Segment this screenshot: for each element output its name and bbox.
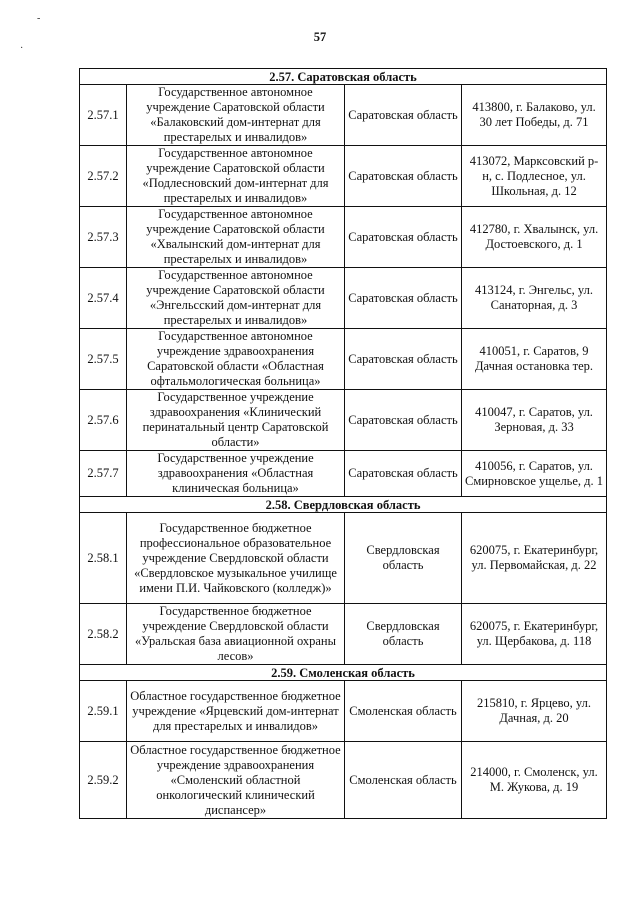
section-header-row xyxy=(80,497,607,513)
scan-mark: - xyxy=(37,13,41,24)
institution-address: 410051, г. Саратов, 9 Дачная остановка тер. xyxy=(462,329,607,390)
institution-name: Государственное автономное учреждение Саратовской области «Энгельсский дом-интернат для престарелых и инвалидов» xyxy=(127,268,345,329)
institution-address: 620075, г. Екатеринбург, ул. Щербакова, д. 118 xyxy=(462,604,607,665)
region-name: Свердловская область xyxy=(345,513,462,604)
institution-address: 620075, г. Екатеринбург, ул. Первомайская, д. 22 xyxy=(462,513,607,604)
region-name: Саратовская область xyxy=(345,146,462,207)
table-row xyxy=(80,329,607,390)
institution-address: 413124, г. Энгельс, ул. Санаторная, д. 3 xyxy=(462,268,607,329)
region-name: Саратовская область xyxy=(345,268,462,329)
table-row xyxy=(80,513,607,604)
section-header-row xyxy=(80,665,607,681)
institution-address: 410047, г. Саратов, ул. Зерновая, д. 33 xyxy=(462,390,607,451)
row-number: 2.57.7 xyxy=(80,451,127,497)
table-row xyxy=(80,742,607,819)
table-row xyxy=(80,451,607,497)
institution-name: Государственное бюджетное учреждение Свердловской области «Уральская база авиационной охраны лесов» xyxy=(127,604,345,665)
region-name: Саратовская область xyxy=(345,390,462,451)
institution-name: Государственное автономное учреждение здравоохранения Саратовской области «Областная офтальмологическая больница» xyxy=(127,329,345,390)
scan-dot: · xyxy=(20,43,24,54)
row-number: 2.59.1 xyxy=(80,681,127,742)
region-name: Смоленская область xyxy=(345,742,462,819)
page-number: 57 xyxy=(313,30,327,44)
row-number: 2.57.2 xyxy=(80,146,127,207)
institution-address: 410056, г. Саратов, ул. Смирновское ущелье, д. 1 xyxy=(462,451,607,497)
table-row xyxy=(80,268,607,329)
institution-name: Государственное бюджетное профессиональное образовательное учреждение Свердловской области «Свердловское музыкальное училище имени П.И. Чайковского (колледж)» xyxy=(127,513,345,604)
row-number: 2.57.6 xyxy=(80,390,127,451)
institution-name: Государственное автономное учреждение Саратовской области «Подлесновский дом-интернат для престарелых и инвалидов» xyxy=(127,146,345,207)
region-name: Саратовская область xyxy=(345,451,462,497)
section-title: 2.58. Свердловская область xyxy=(80,497,607,513)
institution-name: Государственное учреждение здравоохранения «Областная клиническая больница» xyxy=(127,451,345,497)
row-number: 2.58.1 xyxy=(80,513,127,604)
region-name: Саратовская область xyxy=(345,85,462,146)
row-number: 2.57.3 xyxy=(80,207,127,268)
institution-name: Областное государственное бюджетное учреждение «Ярцевский дом-интернат для престарелых и инвалидов» xyxy=(127,681,345,742)
institutions-table xyxy=(79,68,607,819)
table-row xyxy=(80,390,607,451)
region-name: Свердловская область xyxy=(345,604,462,665)
institution-address: 413800, г. Балаково, ул. 30 лет Победы, д. 71 xyxy=(462,85,607,146)
institution-name: Государственное учреждение здравоохранения «Клинический перинатальный центр Саратовской области» xyxy=(127,390,345,451)
table-row xyxy=(80,604,607,665)
institution-address: 215810, г. Ярцево, ул. Дачная, д. 20 xyxy=(462,681,607,742)
section-title: 2.59. Смоленская область xyxy=(80,665,607,681)
institution-name: Государственное автономное учреждение Саратовской области «Балаковский дом-интернат для престарелых и инвалидов» xyxy=(127,85,345,146)
institution-address: 412780, г. Хвалынск, ул. Достоевского, д. 1 xyxy=(462,207,607,268)
section-title: 2.57. Саратовская область xyxy=(80,69,607,85)
institution-address: 214000, г. Смоленск, ул. М. Жукова, д. 19 xyxy=(462,742,607,819)
region-name: Саратовская область xyxy=(345,329,462,390)
row-number: 2.58.2 xyxy=(80,604,127,665)
institution-name: Государственное автономное учреждение Саратовской области «Хвалынский дом-интернат для престарелых и инвалидов» xyxy=(127,207,345,268)
table-row xyxy=(80,85,607,146)
table-row xyxy=(80,146,607,207)
section-header-row xyxy=(80,69,607,85)
row-number: 2.57.5 xyxy=(80,329,127,390)
row-number: 2.59.2 xyxy=(80,742,127,819)
institution-name: Областное государственное бюджетное учреждение здравоохранения «Смоленский областной онкологический клинический диспансер» xyxy=(127,742,345,819)
table-row xyxy=(80,207,607,268)
region-name: Саратовская область xyxy=(345,207,462,268)
institution-address: 413072, Марксовский р-н, с. Подлесное, ул. Школьная, д. 12 xyxy=(462,146,607,207)
row-number: 2.57.1 xyxy=(80,85,127,146)
region-name: Смоленская область xyxy=(345,681,462,742)
row-number: 2.57.4 xyxy=(80,268,127,329)
table-row xyxy=(80,681,607,742)
